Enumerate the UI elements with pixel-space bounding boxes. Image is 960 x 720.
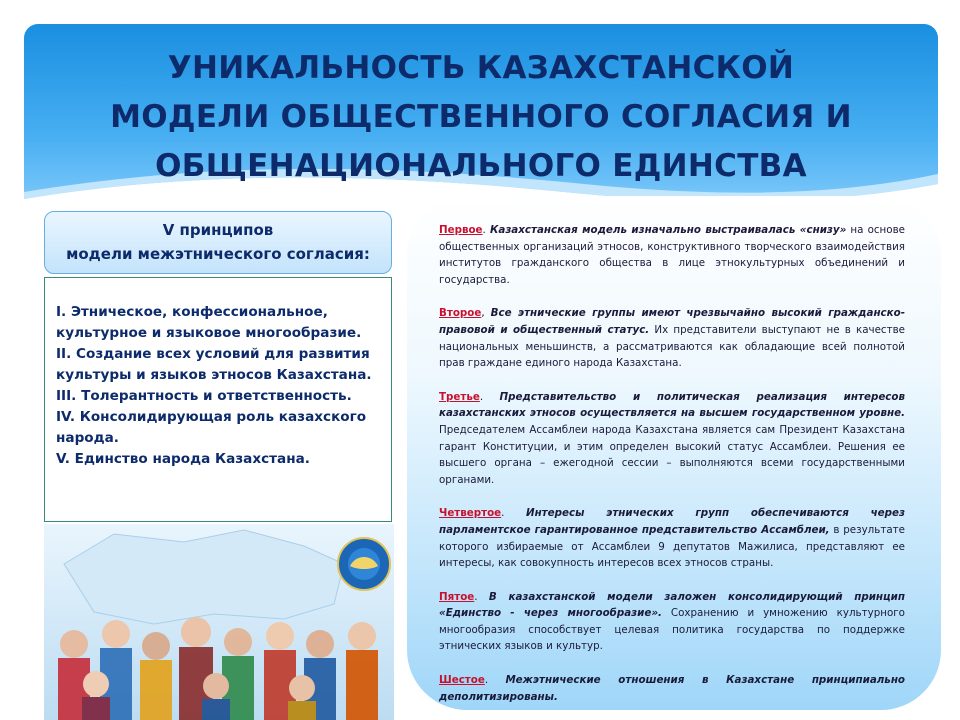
paragraph-label: Третье (439, 390, 480, 403)
slide-title (24, 44, 938, 191)
principles-header-line: модели межэтнического согласия: (66, 245, 370, 263)
title-line: ОБЩЕНАЦИОНАЛЬНОГО ЕДИНСТВА (155, 148, 807, 184)
paragraph-label: Пятое (439, 590, 475, 603)
paragraph-label: Второе (439, 307, 482, 320)
description-paragraph: Пятое. В казахстанской модели заложен консолидирующий принцип «Единство - через многообразие». Сохранению и умножению культурного многообразия способствует целевая политика государства по поддержке этнических языков и культур. (439, 590, 906, 653)
paragraph-emphasis: Казахстанская модель изначально выстраивалась «снизу» (489, 224, 847, 236)
paragraph-label: Первое (439, 224, 483, 236)
principles-header-line: V принципов (162, 221, 274, 239)
description-paragraph: Первое. Казахстанская модель изначально выстраивалась «снизу» на основе общественных организаций этносов, конструктивного творческого взаимодействия институтов гражданского общества в лице этнокультурных объединений и государства. (439, 224, 905, 286)
paragraph-text: Председателем Ассамблеи народа Казахстана является сам Президент Казахстана гарант Конституции, и этим определен высокий статус Ассамблеи. Решения ее высшего органа – ежегодной сессии – выполняются всеми государственными органами. (439, 423, 905, 486)
paragraph-emphasis: В казахстанской модели заложен консолидирующий принцип «Единство - через многообразие». (439, 590, 906, 620)
paragraph-text: Сохранению и умножению культурного многообразия способствует целевая политика государства по поддержке этнических языков и культур. (439, 607, 905, 653)
title-line: МОДЕЛИ ОБЩЕСТВЕННОГО СОГЛАСИЯ И (110, 99, 852, 135)
principles-list (44, 277, 392, 522)
principles-description-panel (407, 196, 941, 710)
paragraph-emphasis: Интересы этнических групп обеспечиваются через парламентское гарантированное представительство Ассамблеи, (439, 507, 906, 536)
principles-header (44, 211, 392, 274)
assembly-collage-image (44, 524, 394, 720)
collage-illustration (44, 524, 394, 720)
paragraph-text: на основе общественных организаций этносов, конструктивного творческого взаимодействия институтов гражданского общества в лице этнокультурных объединений и государства. (439, 224, 905, 286)
paragraph-emphasis: Представительство и политическая реализация интересов казахстанских этносов осуществляется на высшем государственном уровне. (439, 390, 906, 420)
paragraph-label: Шестое (439, 674, 485, 687)
paragraph-label: Четвертое (439, 507, 502, 520)
paragraph-text: в результате которого избираемые от Ассамблеи 9 депутатов Мажилиса, представляют ее интересы, как совокупность интересов всех этносов страны. (439, 523, 905, 570)
title-line: УНИКАЛЬНОСТЬ КАЗАХСТАНСКОЙ (167, 50, 795, 86)
paragraph-text: Их представители выступают не в качестве национальных меньшинств, а рассматриваются как обладающие всей полнотой прав граждане единого народа Казахстана. (439, 323, 905, 370)
emblem-icon (338, 538, 390, 590)
principle-item: V. Единство народа Казахстана. (56, 451, 310, 467)
principle-item: II. Создание всех условий для развития культуры и языков этносов Казахстана. (56, 346, 372, 383)
principle-item: IV. Консолидирующая роль казахского народа. (56, 409, 367, 446)
description-paragraph: Второе, Все этнические группы имеют чрезвычайно высокий гражданско-правовой и общественный статус. Их представители выступают не в качестве национальных меньшинств, а рассматриваются как обладающие всей полнотой прав граждане единого народа Казахстана. (439, 307, 905, 370)
paragraph-emphasis: Все этнические группы имеют чрезвычайно высокий гражданско-правовой и общественный статус. (439, 307, 905, 336)
description-paragraph: Четвертое. Интересы этнических групп обеспечиваются через парламентское гарантированное представительство Ассамблеи, в результате которого избираемые от Ассамблеи 9 депутатов Мажилиса, представляют ее интересы, как совокупность интересов всех этносов страны. (439, 507, 906, 570)
description-paragraph: Шестое. Межэтнические отношения в Казахстане принципиально деполитизированы. (439, 674, 906, 703)
description-paragraph: Третье. Представительство и политическая реализация интересов казахстанских этносов осуществляется на высшем государственном уровне. Председателем Ассамблеи народа Казахстана является сам Президент Казахстана гарант Конституции, и этим определен высокий статус Ассамблеи. Решения ее высшего органа – ежегодной сессии – выполняются всеми государственными органами. (439, 390, 906, 486)
principle-item: III. Толерантность и ответственность. (56, 388, 352, 404)
principle-item: I. Этническое, конфессиональное, культурное и языковое многообразие. (56, 304, 362, 341)
paragraph-emphasis: Межэтнические отношения в Казахстане принципиально деполитизированы. (439, 674, 906, 703)
